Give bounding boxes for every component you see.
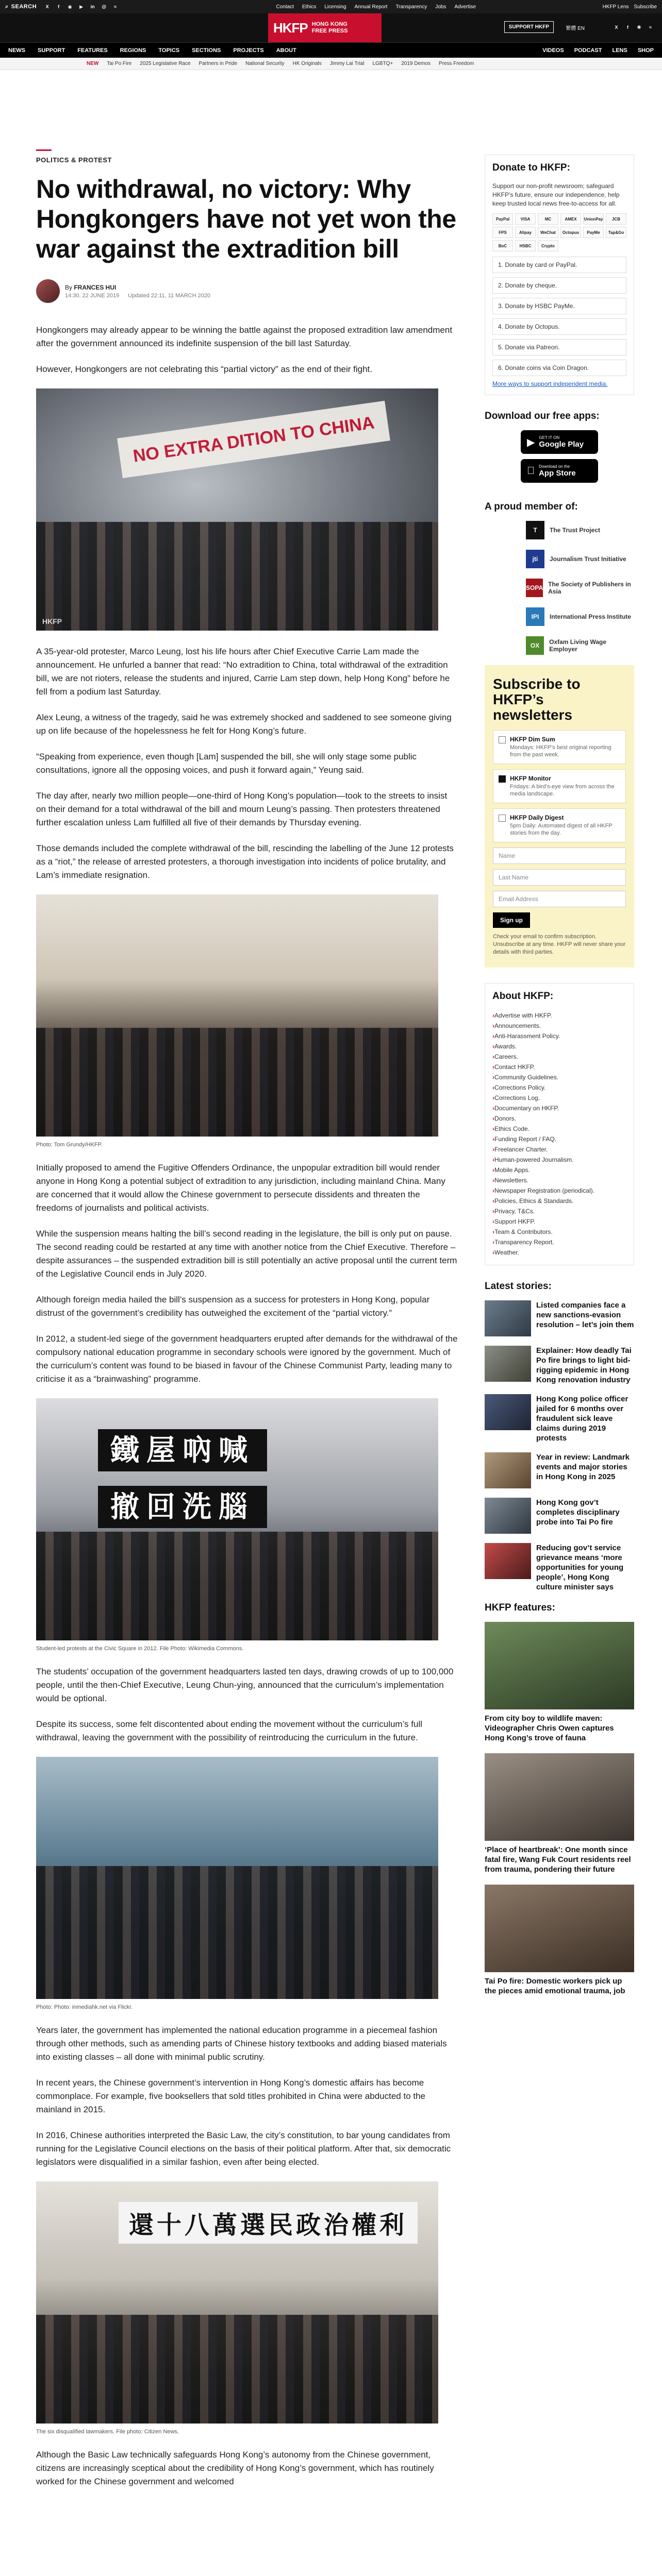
toplink-contact[interactable]: Contact [276,4,294,10]
site-logo[interactable]: HKFP HONG KONG FREE PRESS [268,13,382,42]
signup-button[interactable]: Sign up [493,912,530,928]
support-button[interactable]: SUPPORT HKFP [504,21,554,33]
feature-image [485,1885,634,1972]
payment-logo: Octopus [560,227,581,238]
author-name[interactable]: FRANCES HUI [74,283,117,291]
newsletter-option[interactable]: HKFP Monitor Fridays: A bird’s-eye view from across the media landscape. [493,769,626,803]
nav-videos[interactable]: VIDEOS [542,47,564,54]
nav-about[interactable]: ABOUT [276,47,296,54]
paragraph: Although the Basic Law technically safeguards Hong Kong’s autonomy from the Chinese government, citizens are increasingly sceptical about the credibility of Hong Kong’s government, which has routinely worked for the Chinese government and welcomed [36,2450,434,2486]
story-item[interactable]: Listed companies face a new sanctions-evasion resolution – let’s join them [485,1300,634,1336]
story-thumbnail [485,1543,531,1579]
nav-news[interactable]: NEWS [8,47,25,54]
trending-link[interactable]: HK Originals [292,61,322,66]
sidebar [485,155,634,2006]
article-photo[interactable] [36,2181,438,2424]
payment-logo: VISA [515,213,536,225]
payment-logo: UnionPay [583,213,604,225]
about-link[interactable]: › Documentary on HKFP. [492,1103,626,1113]
about-link[interactable]: › Corrections Log. [492,1093,626,1103]
jti-icon: jti [526,550,544,568]
article-photo[interactable] [36,388,438,631]
about-link[interactable]: › Donors. [492,1113,626,1124]
trending-link[interactable]: 2019 Demos [401,61,431,66]
nav-support[interactable]: SUPPORT [38,47,65,54]
toplink-subscribe[interactable]: Subscribe [634,4,657,10]
payment-logo: MC [538,213,558,225]
payment-logo: FPS [492,227,513,238]
protest-banner: 鐵屋吶喊 [98,1429,267,1471]
last-name-input[interactable]: Last Name [493,869,626,886]
story-thumbnail [485,1346,531,1382]
member-jti[interactable]: jti Journalism Trust Initiative [526,550,634,568]
paragraph: The students’ occupation of the government headquarters lasted ten days, drawing crowds of up to 100,000 people, until the then-Chief Executive, Leung Chun-ying, announced that the curriculum’s implementation would be optional. [36,1667,454,1703]
payment-logos [492,213,626,251]
protest-banner: 還十八萬選民政治權利 [119,2202,418,2244]
paragraph: In 2012, a student-led siege of the government headquarters erupted after demands for the withdrawal of the compulsory national education programme in secondary schools were ignored by the government. Much of the curriculum’s content was found to be biased in favour of the Chinese Communist Party, leading many to criticise it as a “brainwashing” programme. [36,1334,458,1384]
toplink-lens[interactable]: HKFP Lens [602,4,629,10]
trending-link[interactable]: Jimmy Lai Trial [329,61,365,66]
donate-option[interactable]: 5. Donate via Patreon. [492,339,626,355]
toplink-jobs[interactable]: Jobs [435,4,446,10]
crowd [36,1866,438,1999]
member-trust-project[interactable]: T The Trust Project [526,521,634,539]
app-badges [485,430,634,483]
photo-caption: Student-led protests at the Civic Square in 2012. File Photo: Wikimedia Commons. [36,1646,244,1652]
newsletter-box [485,665,634,968]
trending-link[interactable]: Press Freedom [438,61,474,66]
play-store-icon: ▶ [527,436,535,448]
publish-date: 14:30, 22 JUNE 2019 [65,292,120,299]
apple-icon [527,465,535,477]
nav-sections[interactable]: SECTIONS [192,47,221,54]
feature-item[interactable]: From city boy to wildlife maven: Videographer Chris Owen captures Hong Kong’s trove of fauna [485,1622,634,1743]
trending-link[interactable]: National Security [245,61,285,66]
donate-option[interactable]: 4. Donate by Octopus. [492,318,626,335]
checkbox[interactable] [499,775,506,783]
donate-box [485,155,634,395]
toplink-advertise[interactable]: Advertise [454,4,476,10]
rss-icon[interactable]: ≈ [649,24,652,30]
protest-sign: NO EXTRA DITION TO CHINA [117,401,390,478]
paragraph: Hongkongers may already appear to be winning the battle against the proposed extradition law amendment after the government announced its indefinite suspension of the bill last Saturday. [36,325,453,348]
article-body [36,324,459,2488]
paragraph: Although foreign media hailed the bill’s suspension as a success for protesters in Hong Kong, popular distrust of the government’s credibility has outweighed the excitement of the “partial victory.” [36,1295,430,1318]
article-photo[interactable] [36,894,438,1137]
latest-stories [485,1300,634,1592]
donate-heading: Donate to HKFP: [492,162,570,173]
paragraph: “Speaking from experience, even though [Lam] suspended the bill, she will only stage some public consultations, ignore all the opposing voices, and push it forward again,” Yeung said. [36,752,417,775]
newsletter-option[interactable]: HKFP Dim Sum Mondays: HKFP’s best original reporting from the past week. [493,730,626,764]
nav-shop[interactable]: SHOP [637,47,654,54]
article-category[interactable]: POLITICS & PROTEST [36,156,112,164]
toplink-transparency[interactable]: Transparency [395,4,427,10]
newsletter-heading: Subscribe to HKFP’s newsletters [493,676,581,723]
about-heading: About HKFP: [492,991,554,1002]
ipi-icon: IPI [526,607,544,626]
article-photo[interactable] [36,1757,438,1999]
member-oxfam[interactable]: OX Oxfam Living Wage Employer [526,636,634,655]
photo-caption: Photo: Photo: inmediahk.net via Flickr. [36,2004,133,2010]
payment-logo: PayPal [492,213,513,225]
checkbox[interactable] [499,736,506,743]
paragraph: In recent years, the Chinese government’s intervention in Hong Kong’s domestic affairs has become commonplace. For example, five booksellers that sold titles prohibited in China were abducted to the mainland in 2015. [36,2078,426,2114]
toplink-licensing[interactable]: Licensing [324,4,346,10]
feature-item[interactable]: ‘Place of heartbreak’: One month since fatal fire, Wang Fuk Court residents reel from trauma, pondering their future [485,1753,634,1874]
about-link[interactable]: › Newsletters. [492,1175,626,1185]
app-store-button[interactable]: Download on the App Store [521,459,598,483]
oxfam-icon: OX [526,636,544,655]
payment-logo: WeChat [538,227,558,238]
utility-bar [0,0,662,13]
latest-heading: Latest stories: [485,1281,552,1292]
about-link[interactable]: › Newspaper Registration (periodical). [492,1185,626,1196]
trending-bar [0,58,662,70]
email-input[interactable]: Email Address [493,891,626,907]
twitter-icon[interactable]: X [45,4,49,9]
linkedin-icon[interactable]: in [90,4,95,9]
protest-banner: 撤回洗腦 [98,1486,267,1528]
about-link[interactable]: › Careers. [492,1052,626,1062]
donate-option[interactable]: 3. Donate by HSBC PayMe. [492,298,626,314]
member-heading: A proud member of: [485,501,578,512]
story-item[interactable]: Hong Kong gov’t completes disciplinary probe into Tai Po fire [485,1498,634,1534]
article-title: No withdrawal, no victory: Why Hongkongers have not yet won the war against the extradition bill [36,175,456,263]
trending-link[interactable]: LGBTQ+ [372,61,393,66]
paragraph: While the suspension means halting the bill’s second reading in the legislature, the bill is only put on pause. The second reading could be restarted at any time with another notice from the Chief Executive. Therefore – despite assurances – the suspended extradition bill is still potentially an active proposal until the current term of the Legislative Council ends in July 2020. [36,1229,457,1279]
about-link[interactable]: › Awards. [492,1041,626,1052]
feature-image [485,1622,634,1709]
about-link[interactable]: › Community Guidelines. [492,1072,626,1082]
about-link[interactable]: › Transparency Report. [492,1237,626,1247]
trust-project-icon: T [526,521,544,539]
article [36,149,459,2501]
feature-image [485,1753,634,1841]
photo-caption: Photo: Tom Grundy/HKFP. [36,1142,103,1148]
crowd [36,2315,438,2424]
trending-link[interactable]: Partners in Pride [198,61,238,66]
photo-watermark: HKFP [42,617,62,625]
language-switch[interactable]: 繁體 EN [566,26,585,31]
paragraph: Initially proposed to amend the Fugitive Offenders Ordinance, the unpopular extradition bill would render anyone in Hong Kong a potential subject of extradition to any jurisdiction, including mainland China. Many are concerned that it would allow the Chinese government to persecute dissidents and threaten the freedoms of journalists and political activists. [36,1163,445,1213]
donate-option[interactable]: 2. Donate by cheque. [492,277,626,294]
instagram-icon[interactable]: ◉ [68,4,72,9]
paragraph: Those demands included the complete withdrawal of the bill, rescinding the labelling of the June 12 protests as a “riot,” the release of arrested protesters, a thorough investigation into incidents of police brutality, and Lam’s immediate resignation. [36,843,454,880]
search-toggle[interactable]: ⌕ SEARCH [5,3,37,10]
about-link[interactable]: › Policies, Ethics & Standards. [492,1196,626,1206]
story-item[interactable]: Explainer: How deadly Tai Po fire brings to light bid-rigging epidemic in Hong Kong renovation industry [485,1346,634,1385]
crowd [36,522,438,631]
about-link[interactable]: › Privacy, T&Cs. [492,1206,626,1216]
more-ways-link[interactable]: More ways to support independent media. [492,380,608,387]
payment-logo: HSBC [515,240,536,251]
payment-logo: Crypto [538,240,558,251]
paragraph: A 35-year-old protester, Marco Leung, lost his life hours after Chief Executive Carrie Lam made the announcement. He unfurled a banner that read: “No extradition to China, total withdrawal of the extradition bill, we are not rioters, release the students and injured, Carrie Lam step down, help Hong Kong” before he fell from a podium last Saturday. [36,647,450,697]
about-link[interactable]: › Weather. [492,1247,626,1258]
about-link[interactable]: › Advertise with HKFP. [492,1010,626,1021]
nav-lens[interactable]: LENS [612,47,627,54]
search-icon: ⌕ [5,3,9,10]
about-link[interactable]: › Support HKFP. [492,1216,626,1227]
about-link[interactable]: › Corrections Policy. [492,1082,626,1093]
paragraph: Despite its success, some felt discontented about ending the movement without the curriculum’s full withdrawal, leaving the government with the possibility of reintroducing the curriculum in the future. [36,1719,423,1742]
first-name-input[interactable]: Name [493,848,626,864]
instagram-icon[interactable]: ◉ [637,24,641,29]
payment-logo: AMEX [560,213,581,225]
story-item[interactable]: Year in review: Landmark events and major stories in Hong Kong in 2025 [485,1452,634,1488]
member-ipi[interactable]: IPI International Press Institute [526,607,634,626]
story-thumbnail [485,1300,531,1336]
toplink-ethics[interactable]: Ethics [302,4,317,10]
payment-logo: PayMe [583,227,604,238]
donate-intro: Support our non-profit newsroom; safeguard HKFP’s future, ensure our independence, help keep trusted local news free-to-access for all. [492,182,620,207]
threads-icon[interactable]: @ [102,4,107,9]
twitter-icon[interactable]: X [615,24,618,30]
apps-heading: Download our free apps: [485,411,600,421]
nav-regions[interactable]: REGIONS [120,47,146,54]
feature-item[interactable]: Tai Po fire: Domestic workers pick up the pieces amid emotional trauma, job [485,1885,634,1996]
nav-projects[interactable]: PROJECTS [233,47,264,54]
trending-label: NEW [87,61,99,66]
about-link[interactable]: › Freelancer Charter. [492,1144,626,1155]
newsletter-fineprint: Check your email to confirm subscription. Unsubscribe at any time. HKFP will never share your details with third parties. [493,934,626,955]
about-link[interactable]: › Ethics Code. [492,1124,626,1134]
facebook-icon[interactable]: f [58,4,60,9]
site-header [0,13,662,42]
crowd [36,1028,438,1137]
about-link[interactable]: › Announcements. [492,1021,626,1031]
payment-logo: BoC [492,240,513,251]
story-thumbnail [485,1452,531,1488]
rss-icon[interactable]: ≈ [114,4,117,9]
story-item[interactable]: Reducing gov’t service grievance means ‘more opportunities for young people’, Hong Kong culture minister says [485,1543,634,1592]
about-list [492,1010,626,1258]
google-play-button[interactable]: ▶ GET IT ON Google Play [521,430,598,454]
facebook-icon[interactable]: f [627,24,628,30]
story-item[interactable]: Hong Kong police officer jailed for 6 months over fraudulent sick leave claims during 2019 protests [485,1394,634,1443]
paragraph: Years later, the government has implemented the national education programme in a piecemeal fashion through other methods, such as amending parts of Chinese history textbooks and adding biased materials into existing classes – all done with minimal public scrutiny. [36,2025,447,2062]
trending-link[interactable]: Tai Po Fire [107,61,132,66]
member-sopa[interactable]: SOPA The Society of Publishers in Asia [526,579,634,597]
paragraph: However, Hongkongers are not celebrating this “partial victory” as the end of their fight. [36,364,373,374]
toplink-annual-report[interactable]: Annual Report [354,4,388,10]
about-link[interactable]: › Funding Report / FAQ. [492,1134,626,1144]
about-link[interactable]: › Anti-Harassment Policy. [492,1031,626,1041]
sopa-icon: SOPA [526,579,543,597]
about-link[interactable]: › Human-powered Journalism. [492,1155,626,1165]
story-thumbnail [485,1394,531,1430]
payment-logo: Alipay [515,227,536,238]
youtube-icon[interactable]: ▶ [79,4,84,9]
photo-caption: The six disqualified lawmakers. File photo: Citizen News. [36,2429,179,2435]
paragraph: Alex Leung, a witness of the tragedy, said he was extremely shocked and saddened to see someone giving up on life because of the hopelessness he felt for Hong Kong’s future. [36,713,452,736]
checkbox[interactable] [499,815,506,822]
payment-logo: Tap&Go [606,227,626,238]
paragraph: In 2016, Chinese authorities interpreted the Basic Law, the city’s constitution, to bar young candidates from running for the Legislative Council elections on the basis of their political platform. After that, six democratic legislators were disqualified in a similar fashion, even after being elected. [36,2130,451,2167]
trending-link[interactable]: 2025 Legislative Race [140,61,191,66]
about-link[interactable]: › Team & Contributors. [492,1227,626,1237]
byline: By FRANCES HUI 14:30, 22 JUNE 2019 Updated 22:11, 11 MARCH 2020 [36,279,459,303]
payment-logo: JCB [606,213,626,225]
about-link[interactable]: › Mobile Apps. [492,1165,626,1175]
newsletter-option[interactable]: HKFP Daily Digest 5pm Daily: Automated digest of all HKFP stories from the day. [493,808,626,842]
paragraph: The day after, nearly two million people—one-third of Hong Kong’s population—took to the streets to insist on their demand for a total withdrawal of the bill and mourn Leung’s passing. Then protesters threatened further escalation unless Lam fulfilled all five of their demands by Thursday evening. [36,791,448,827]
story-thumbnail [485,1498,531,1534]
donate-option[interactable]: 1. Donate by card or PayPal. [492,257,626,273]
crowd [36,1532,438,1641]
kicker-rule [36,149,52,151]
features-heading: HKFP features: [485,1602,555,1613]
main-nav [0,42,662,58]
about-box [485,983,634,1265]
nav-podcast[interactable]: PODCAST [574,47,602,54]
author-avatar[interactable] [36,279,60,303]
nav-topics[interactable]: TOPICS [158,47,180,54]
article-photo[interactable] [36,1398,438,1640]
updated-date: Updated 22:11, 11 MARCH 2020 [128,292,211,299]
nav-features[interactable]: FEATURES [77,47,108,54]
about-link[interactable]: › Contact HKFP. [492,1062,626,1072]
donate-option[interactable]: 6. Donate coins via Coin Dragon. [492,360,626,376]
